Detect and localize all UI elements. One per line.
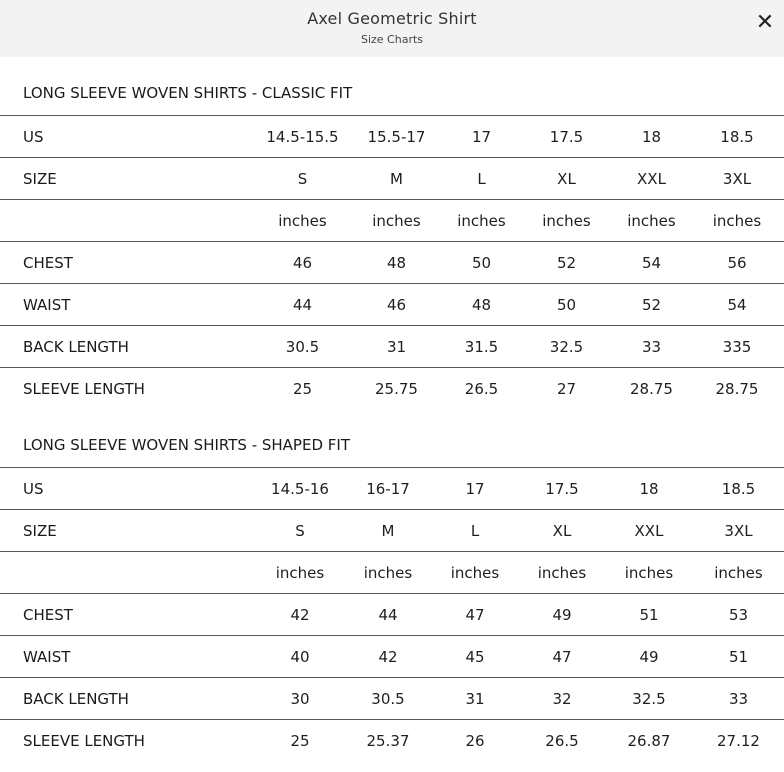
table-cell: 17: [431, 468, 519, 510]
table-row: [0, 678, 784, 720]
table-cell: 52: [520, 242, 613, 284]
table-row: [0, 326, 784, 368]
row-label: CHEST: [0, 242, 255, 284]
table-cell: 30: [255, 678, 345, 720]
table-cell: 49: [519, 594, 605, 636]
table-cell: 14.5-16: [255, 468, 345, 510]
table-row: [0, 242, 784, 284]
table-cell: 17.5: [519, 468, 605, 510]
table-cell: 54: [613, 242, 690, 284]
table-cell: inches: [255, 552, 345, 594]
table-row: [0, 200, 784, 242]
table-cell: inches: [605, 552, 693, 594]
size-table: [0, 467, 784, 762]
row-label: [0, 200, 255, 242]
table-cell: 50: [443, 242, 520, 284]
table-cell: 51: [693, 636, 784, 678]
table-cell: inches: [431, 552, 519, 594]
table-cell: inches: [350, 200, 443, 242]
table-row: [0, 636, 784, 678]
table-cell: 51: [605, 594, 693, 636]
table-cell: inches: [255, 200, 350, 242]
table-cell: 44: [255, 284, 350, 326]
table-cell: 18: [605, 468, 693, 510]
product-title: Axel Geometric Shirt: [307, 9, 477, 28]
table-row: [0, 510, 784, 552]
table-cell: inches: [519, 552, 605, 594]
table-cell: inches: [345, 552, 431, 594]
row-label: US: [0, 468, 255, 510]
table-cell: 27.12: [717, 731, 760, 750]
table-cell: inches: [613, 200, 690, 242]
table-cell: 26.5: [464, 379, 499, 398]
row-label: SLEEVE LENGTH: [23, 379, 145, 398]
table-cell: 25.75: [375, 379, 418, 398]
table-cell: 47: [519, 636, 605, 678]
table-cell: 14.5-15.5: [255, 116, 350, 158]
table-cell: XXL: [605, 510, 693, 552]
table-cell: XL: [520, 158, 613, 200]
table-cell: 30.5: [345, 678, 431, 720]
section-title: LONG SLEEVE WOVEN SHIRTS - SHAPED FIT: [23, 436, 350, 454]
table-cell: 52: [613, 284, 690, 326]
row-label: WAIST: [0, 284, 255, 326]
table-cell: 26.87: [627, 731, 671, 750]
table-row: [0, 284, 784, 326]
table-cell: 40: [255, 636, 345, 678]
row-label: BACK LENGTH: [0, 326, 255, 368]
table-cell: XXL: [613, 158, 690, 200]
table-cell: 31: [350, 326, 443, 368]
table-cell: 33: [613, 326, 690, 368]
section-title: LONG SLEEVE WOVEN SHIRTS - CLASSIC FIT: [23, 84, 353, 102]
table-cell: 53: [693, 594, 784, 636]
row-label: BACK LENGTH: [0, 678, 255, 720]
table-row: [0, 468, 784, 510]
table-cell: 47: [431, 594, 519, 636]
table-cell: L: [431, 510, 519, 552]
table-cell: 3XL: [693, 510, 784, 552]
row-label: CHEST: [0, 594, 255, 636]
table-cell: 30.5: [255, 326, 350, 368]
row-label: WAIST: [0, 636, 255, 678]
table-cell: inches: [693, 552, 784, 594]
table-cell: 48: [443, 284, 520, 326]
table-cell: XL: [519, 510, 605, 552]
table-cell: 54: [690, 284, 784, 326]
table-cell: 18.5: [693, 468, 784, 510]
table-cell: 32: [519, 678, 605, 720]
table-cell: 25: [290, 731, 310, 750]
table-cell: 18: [613, 116, 690, 158]
table-row: [0, 594, 784, 636]
table-cell: 42: [255, 594, 345, 636]
row-label: SIZE: [0, 510, 255, 552]
table-cell: inches: [520, 200, 613, 242]
table-cell: 45: [431, 636, 519, 678]
table-cell: 26.5: [545, 731, 579, 750]
table-row: [0, 158, 784, 200]
table-cell: inches: [690, 200, 784, 242]
table-cell: 48: [350, 242, 443, 284]
table-cell: 32.5: [520, 326, 613, 368]
table-cell: 31: [431, 678, 519, 720]
table-cell: inches: [443, 200, 520, 242]
table-cell: L: [443, 158, 520, 200]
table-cell: 16-17: [345, 468, 431, 510]
table-row: [0, 116, 784, 158]
modal-header: [0, 0, 784, 57]
table-cell: M: [345, 510, 431, 552]
table-cell: 17: [443, 116, 520, 158]
table-cell: 50: [520, 284, 613, 326]
modal-subtitle: Size Charts: [360, 33, 424, 46]
table-cell: 18.5: [690, 116, 784, 158]
row-label: SLEEVE LENGTH: [23, 731, 145, 750]
table-cell: 56: [690, 242, 784, 284]
table-cell: 46: [350, 284, 443, 326]
size-table: [0, 115, 784, 410]
row-label: SIZE: [0, 158, 255, 200]
table-cell: S: [255, 158, 350, 200]
table-cell: 42: [345, 636, 431, 678]
table-cell: 33: [693, 678, 784, 720]
close-icon[interactable]: ✕: [755, 10, 775, 35]
table-cell: 31.5: [443, 326, 520, 368]
row-label: US: [0, 116, 255, 158]
table-cell: S: [255, 510, 345, 552]
table-cell: M: [350, 158, 443, 200]
row-label: [0, 552, 255, 594]
table-cell: 17.5: [520, 116, 613, 158]
table-cell: 15.5-17: [350, 116, 443, 158]
table-row: [0, 552, 784, 594]
table-cell: 27: [556, 379, 577, 398]
table-row: [0, 368, 784, 410]
table-cell: 25.37: [366, 731, 410, 750]
table-cell: 46: [255, 242, 350, 284]
table-cell: 25: [292, 379, 313, 398]
table-cell: 335: [690, 326, 784, 368]
table-cell: 44: [345, 594, 431, 636]
table-cell: 26: [465, 731, 485, 750]
table-cell: 28.75: [630, 379, 673, 398]
table-cell: 28.75: [715, 379, 759, 398]
table-cell: 49: [605, 636, 693, 678]
table-row: [0, 720, 784, 762]
table-cell: 32.5: [605, 678, 693, 720]
table-cell: 3XL: [690, 158, 784, 200]
